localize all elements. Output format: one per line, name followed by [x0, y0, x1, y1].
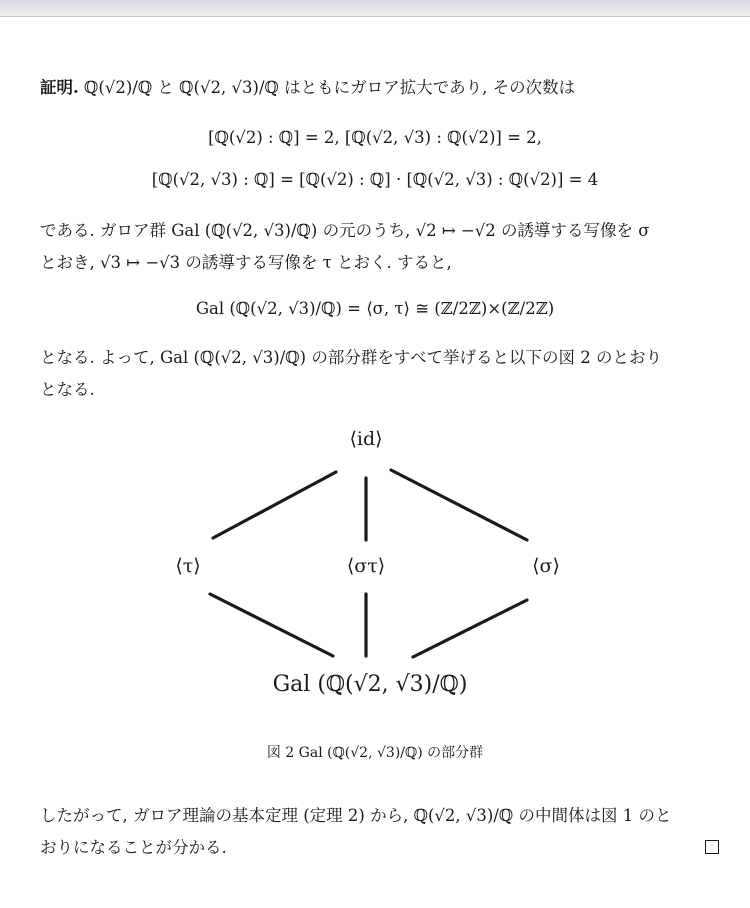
node-sigma: ⟨σ⟩ — [532, 555, 560, 577]
node-galois-group: Gal (ℚ(√2, √3)/ℚ) — [272, 672, 468, 697]
edge-top-right — [391, 470, 527, 540]
node-tau: ⟨τ⟩ — [175, 555, 201, 577]
edge-right-bottom — [413, 600, 527, 657]
equation-galois-group: Gal (ℚ(√2, √3)/ℚ) = ⟨σ, τ⟩ ≅ (ℤ/2ℤ)×(ℤ/2ℤ) — [195, 299, 555, 318]
paragraph-3-line-2: となる. — [40, 380, 95, 399]
edge-top-left — [213, 472, 336, 538]
paragraph-2-line-1: である. ガロア群 Gal (ℚ(√2, √3)/ℚ) の元のうち, √2 ↦ −√2 の誘導する写像を σ — [40, 221, 650, 240]
paragraph-2-line-2: とおき, √3 ↦ −√3 の誘導する写像を τ とおく. すると, — [40, 253, 452, 272]
proof-label: 証明. — [40, 78, 79, 97]
figure-caption: 図 2 Gal (ℚ(√2, √3)/ℚ) の部分群 — [266, 745, 484, 761]
equation-degree-2: [ℚ(√2, √3) : ℚ] = [ℚ(√2) : ℚ] · [ℚ(√2, √3) : ℚ(√2)] = 4 — [151, 170, 599, 189]
proof-intro-text: ℚ(√2)/ℚ と ℚ(√2, √3)/ℚ はともにガロア拡大であり, その次数は — [84, 78, 576, 97]
node-sigma-tau: ⟨στ⟩ — [346, 555, 386, 577]
edge-left-bottom — [210, 594, 333, 656]
node-identity: ⟨id⟩ — [349, 428, 383, 450]
qed-square-icon — [705, 840, 719, 854]
conclusion-line-1: したがって, ガロア理論の基本定理 (定理 2) から, ℚ(√2, √3)/ℚ の中間体は図 1 のと — [40, 806, 672, 825]
conclusion-line-2: おりになることが分かる. — [40, 838, 227, 857]
equation-degree-1: [ℚ(√2) : ℚ] = 2, [ℚ(√2, √3) : ℚ(√2)] = 2, — [208, 128, 542, 147]
paragraph-3-line-1: となる. よって, Gal (ℚ(√2, √3)/ℚ) の部分群をすべて挙げると以下の図 2 のとおり — [40, 348, 662, 367]
